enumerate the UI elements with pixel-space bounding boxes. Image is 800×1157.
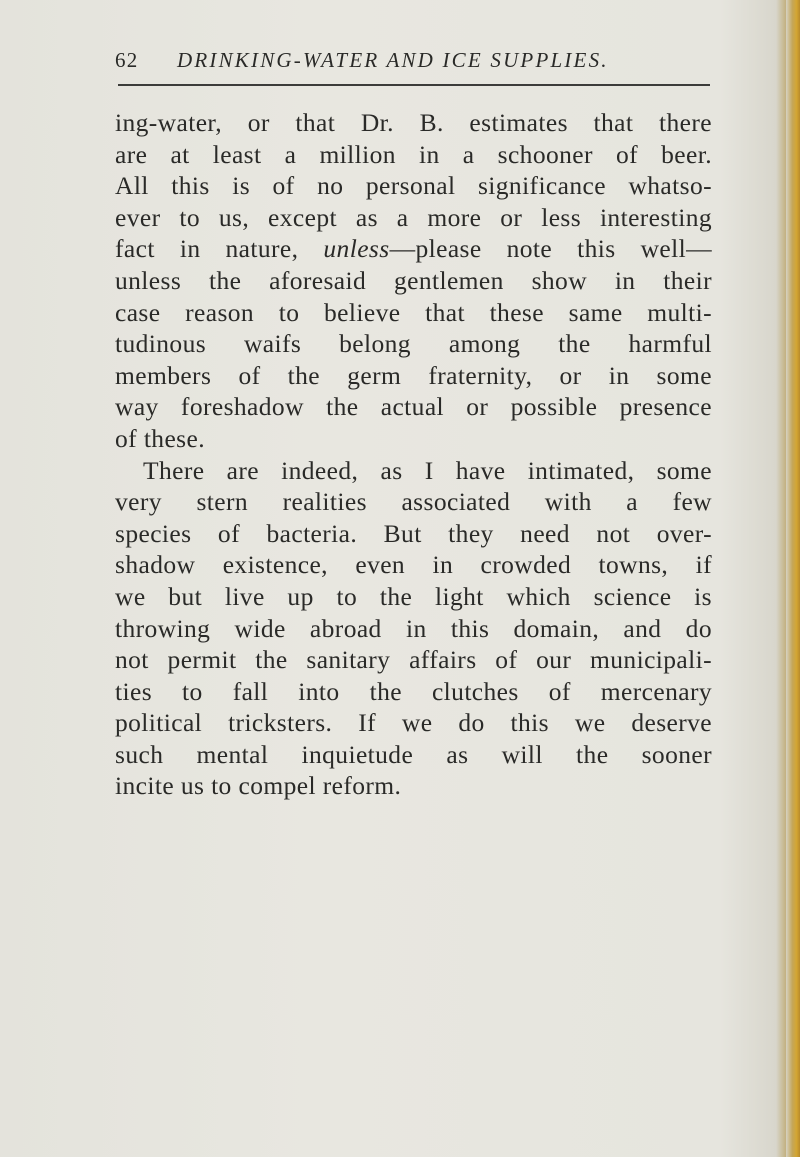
emphasized-word: unless [323, 234, 390, 264]
text-line: throwing wide abroad in this domain, and do [115, 613, 712, 643]
text-line: very stern realities associated with a few [115, 487, 712, 517]
text-fragment: —please note this well— [389, 234, 712, 264]
running-header [115, 48, 715, 78]
text-line: ties to fall into the clutches of mercenary [115, 676, 712, 706]
text-line: incite us to compel reform. [115, 771, 402, 801]
paragraph-start: There are indeed, as I have intimated, some [143, 455, 712, 485]
text-line: ing-water, or that Dr. B. estimates that there [115, 108, 712, 137]
text-line: of these. [115, 423, 205, 453]
text-line: shadow existence, even in crowded towns, if [115, 550, 712, 580]
text-line: case reason to believe that these same multi- [115, 297, 712, 327]
text-line: way foreshadow the actual or possible presence [115, 392, 712, 422]
text-line: not permit the sanitary affairs of our municipali- [115, 645, 712, 675]
running-title: DRINKING-WATER AND ICE SUPPLIES. [177, 48, 609, 72]
text-line: All this is of no personal significance whatso- [115, 171, 712, 201]
text-line: members of the germ fraternity, or in some [115, 360, 712, 390]
text-line-emphasis [115, 233, 712, 265]
text-fragment: fact in nature, [115, 234, 324, 264]
text-line: unless the aforesaid gentlemen show in their [115, 265, 712, 295]
text-line: tudinous waifs belong among the harmful [115, 329, 712, 359]
text-line: such mental inquietude as will the sooner [115, 739, 712, 769]
text-line: we but live up to the light which science is [115, 581, 712, 611]
body-text [115, 107, 712, 802]
page-number: 62 [115, 48, 139, 72]
text-line: ever to us, except as a more or less interesting [115, 202, 712, 232]
text-line: species of bacteria. But they need not over- [115, 518, 712, 548]
header-rule [118, 84, 710, 86]
text-line: political tricksters. If we do this we deserve [115, 708, 712, 738]
page-edge [786, 0, 800, 1157]
text-line: are at least a million in a schooner of beer. [115, 139, 712, 169]
